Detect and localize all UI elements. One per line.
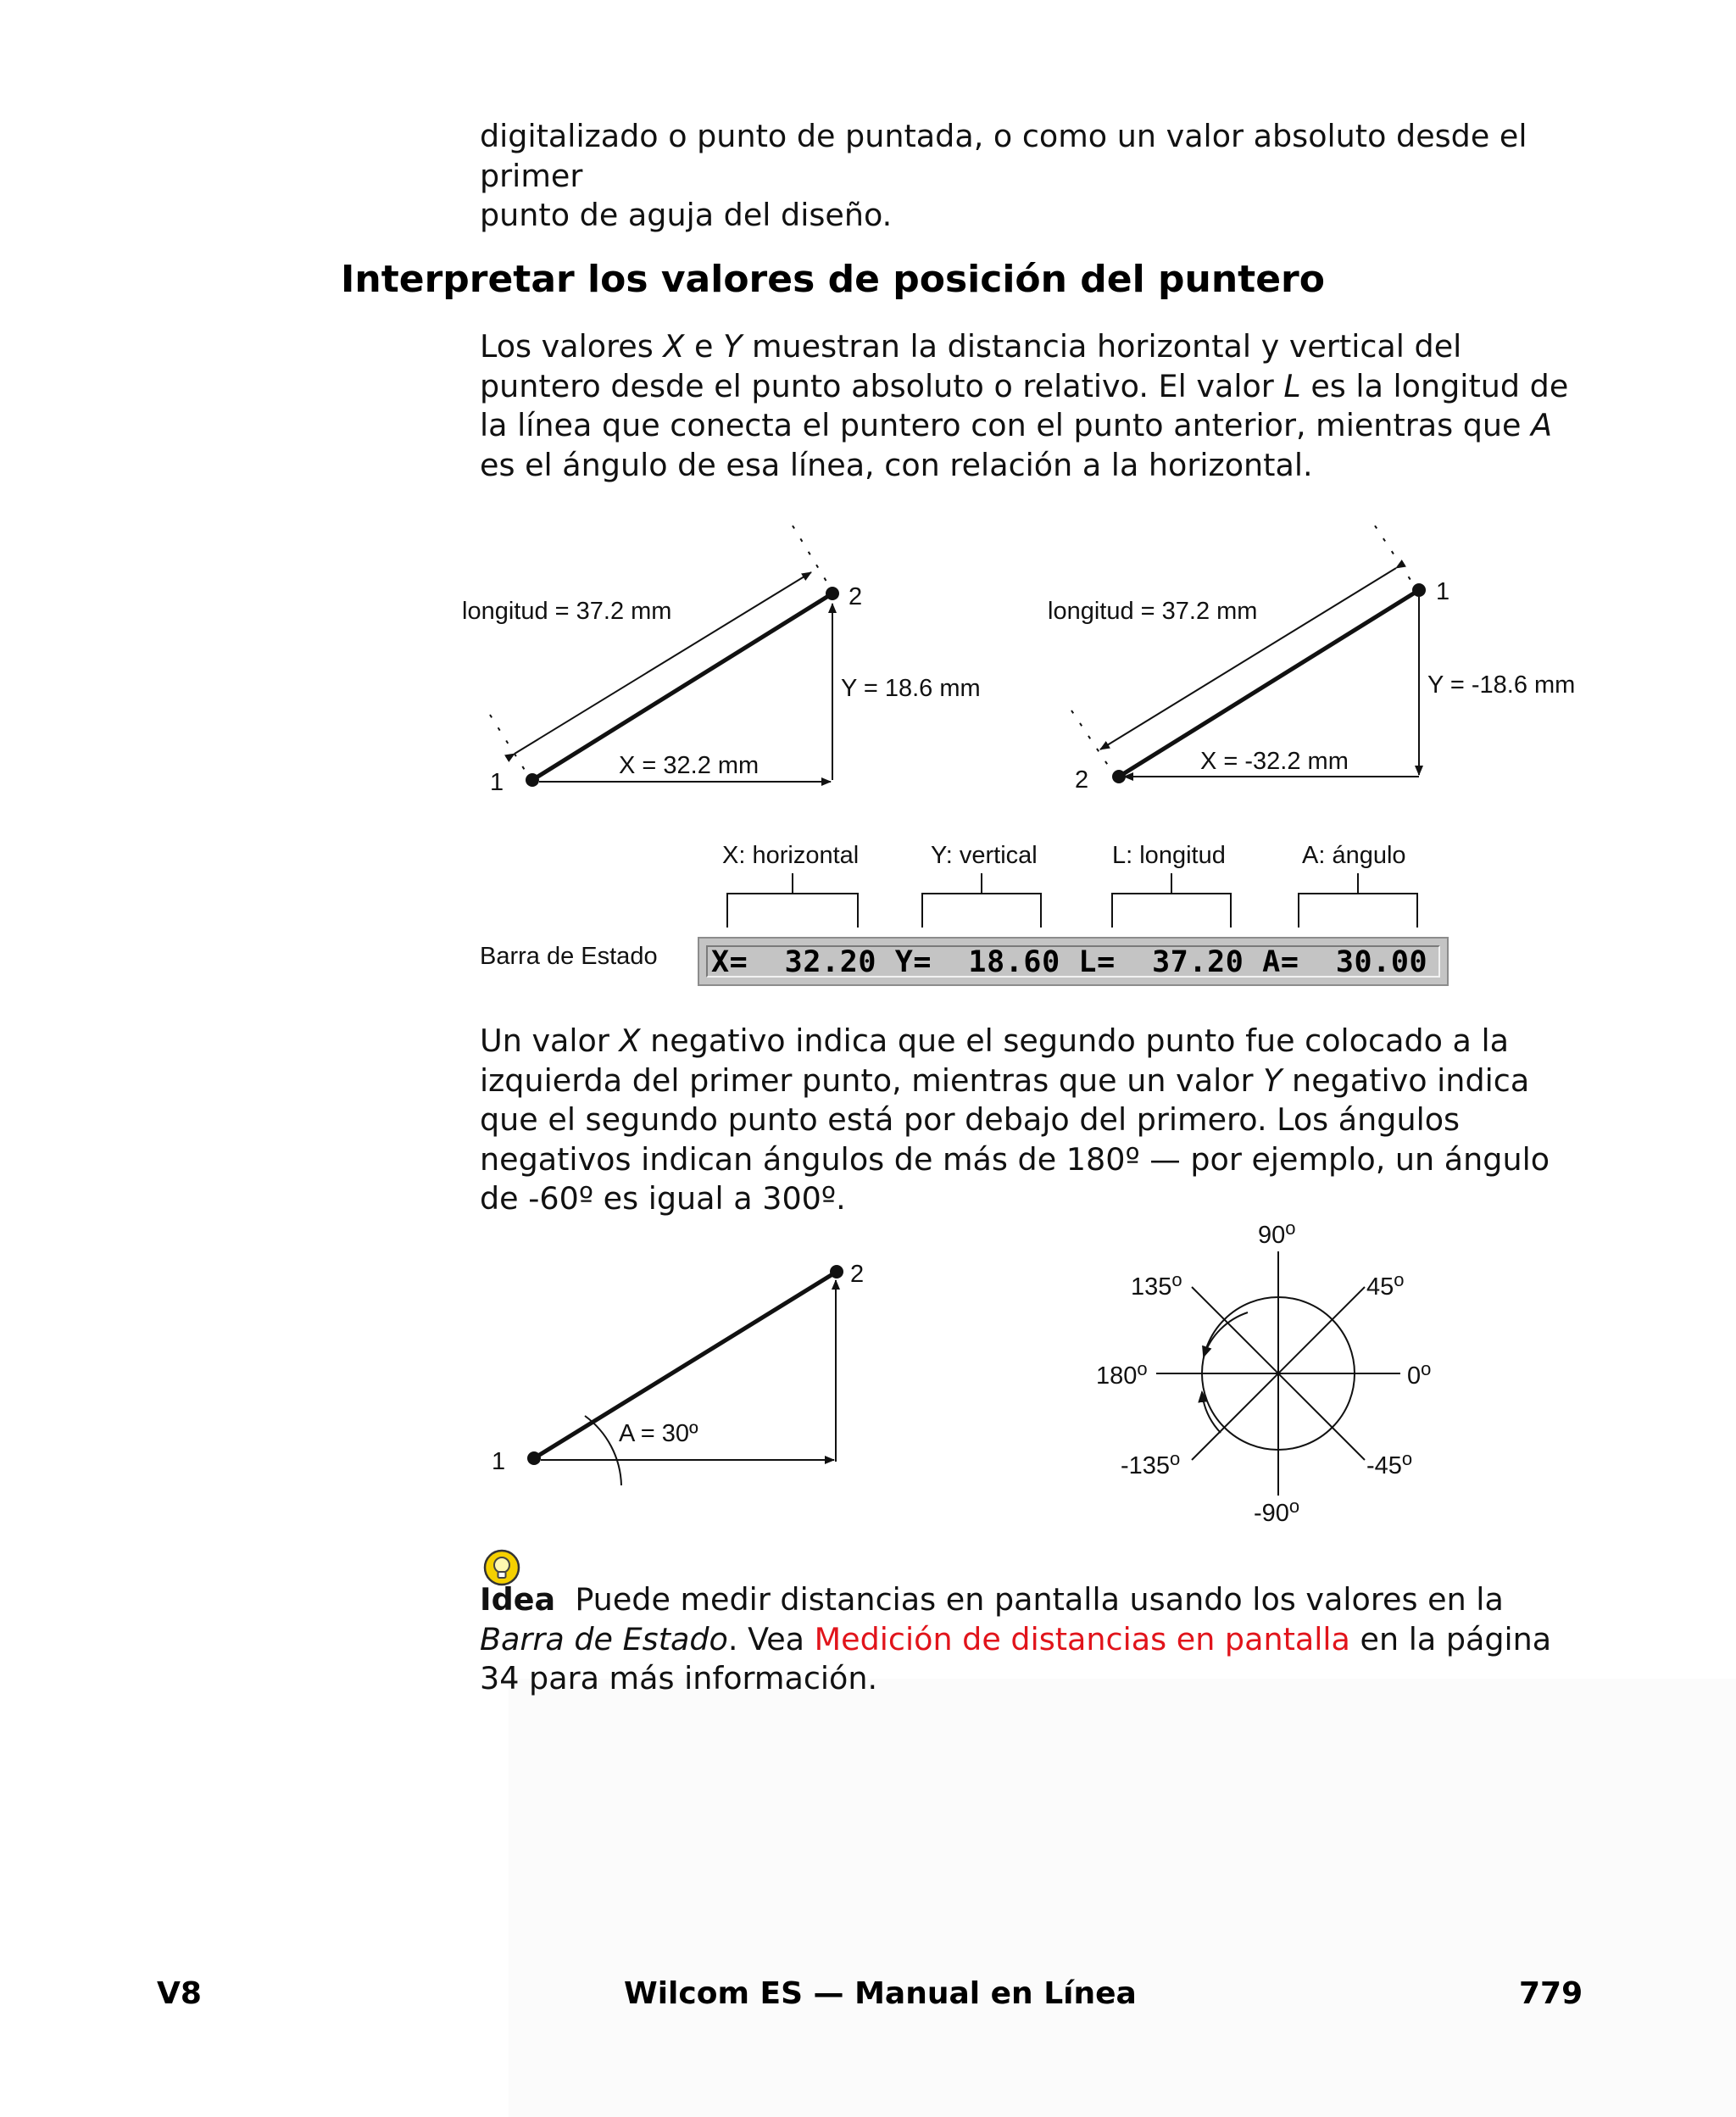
deg-0-label: 0$^o$: [1407, 1358, 1432, 1390]
deg-180-label: 180$^o$: [1096, 1358, 1148, 1390]
point-2-label: 2: [1075, 766, 1089, 794]
point-1-dot: [526, 773, 539, 787]
para1-text-2: e: [684, 328, 724, 365]
section-heading: Interpretar los valores de posición del puntero: [341, 258, 1325, 301]
tip-paragraph: [480, 1580, 1590, 1699]
legend-a-bracket: [1299, 873, 1417, 928]
legend-y-bracket: [922, 873, 1041, 928]
para2-text-2: negativo indica que el segundo punto fue colocado a la izquierda del primer punto, mientras que un valor: [480, 1022, 1510, 1099]
para2-text-3: negativo indica que el segundo punto está por debajo del primero. Los ángulos negativos indican ángulos de más de 180º — por ejemplo, un ángulo de -60º es igual a 300º.: [480, 1061, 1550, 1217]
legend-a-label: A: ángulo: [1302, 842, 1406, 869]
para1-a-var: A: [1531, 407, 1553, 443]
length-dimension-arrow: [1100, 568, 1396, 749]
compass-diagram: [1096, 1217, 1431, 1527]
length-label: longitud = 37.2 mm: [462, 598, 672, 625]
footer-page-number: 779: [1519, 1976, 1583, 2011]
x-label: X = 32.2 mm: [619, 752, 760, 779]
measure-distances-link[interactable]: Medición de distancias en pantalla: [814, 1620, 1350, 1657]
deg-minus-45-label: -45$^o$: [1366, 1448, 1413, 1479]
point-2-label: 2: [849, 583, 863, 610]
deg-minus-135-label: -135$^o$: [1121, 1448, 1181, 1479]
extension-line: [490, 715, 527, 774]
para2-text-1: Un valor: [480, 1022, 620, 1059]
status-bar-readout: X= 32.20 Y= 18.60 L= 37.20 A= 30.00: [706, 945, 1440, 978]
para2-x-var: X: [619, 1022, 641, 1059]
para1-text-1: Los valores: [480, 328, 664, 365]
legend-x-label: X: horizontal: [722, 842, 860, 869]
length-diagram-left: [462, 526, 981, 796]
length-diagram-right: [1048, 526, 1575, 794]
tip-text-2: . Vea: [727, 1620, 815, 1657]
para1-text-5: es el ángulo de esa línea, con relación a la horizontal.: [480, 446, 1313, 483]
footer-title: Wilcom ES — Manual en Línea: [624, 1976, 1137, 2011]
legend-y-label: Y: vertical: [931, 842, 1038, 869]
legend-l-bracket: [1112, 873, 1231, 928]
intro-line-2: punto de aguja del diseño.: [480, 197, 893, 233]
point-2-dot: [830, 1265, 843, 1279]
tip-text-1: Puede medir distancias en pantalla usando los valores en la: [575, 1581, 1504, 1618]
status-bar-caption: Barra de Estado: [480, 943, 658, 970]
point-1-label: 1: [490, 769, 504, 796]
point-1-dot: [527, 1451, 541, 1465]
deg-135-label: 135$^o$: [1131, 1269, 1182, 1301]
para1-l-var: L: [1283, 367, 1301, 404]
angle-arc: [585, 1416, 621, 1485]
para1-y-var: Y: [723, 328, 743, 365]
point-1-dot: [1412, 583, 1426, 597]
tip-text-3: en la página 34 para más información.: [480, 1620, 1552, 1696]
point-2-dot: [1112, 770, 1126, 783]
para2-y-var: Y: [1263, 1061, 1283, 1099]
x-label: X = -32.2 mm: [1200, 748, 1349, 775]
deg-45-label: 45$^o$: [1366, 1269, 1405, 1301]
intro-line-1: digitalizado o punto de puntada, o como un valor absoluto desde el primer: [480, 118, 1527, 194]
point-2-label: 2: [850, 1261, 865, 1288]
tip-label: Idea: [480, 1581, 556, 1618]
extension-line: [1375, 526, 1414, 585]
para1-x-var: X: [663, 328, 685, 365]
y-label: Y = 18.6 mm: [841, 675, 981, 702]
deg-minus-90-label: -90$^o$: [1254, 1496, 1300, 1527]
tip-italic-ref: Barra de Estado: [480, 1620, 728, 1657]
length-label: longitud = 37.2 mm: [1048, 598, 1258, 625]
footer-version: V8: [157, 1976, 202, 2011]
legend-x-bracket: [727, 873, 858, 928]
deg-90-label: 90$^o$: [1258, 1217, 1296, 1249]
y-label: Y = -18.6 mm: [1427, 671, 1576, 699]
angle-label: A = 30º: [619, 1420, 698, 1447]
ccw-arrow-lower: [1202, 1392, 1221, 1433]
para1-text-3: muestran la distancia horizontal y vertical del puntero desde el punto absoluto o relativo. El valor: [480, 328, 1462, 404]
negative-values-paragraph: [480, 1022, 1590, 1219]
para1-text-4: es la longitud de la línea que conecta el puntero con el punto anterior, mientras que: [480, 367, 1569, 443]
point-2-dot: [826, 587, 839, 600]
point-1-label: 1: [492, 1448, 506, 1475]
extension-line: [793, 526, 831, 588]
status-bar: [698, 937, 1449, 986]
point-1-label: 1: [1436, 578, 1450, 605]
extension-line: [1071, 710, 1112, 772]
angle-diagram: [492, 1261, 864, 1485]
legend-l-label: L: longitud: [1112, 842, 1226, 869]
